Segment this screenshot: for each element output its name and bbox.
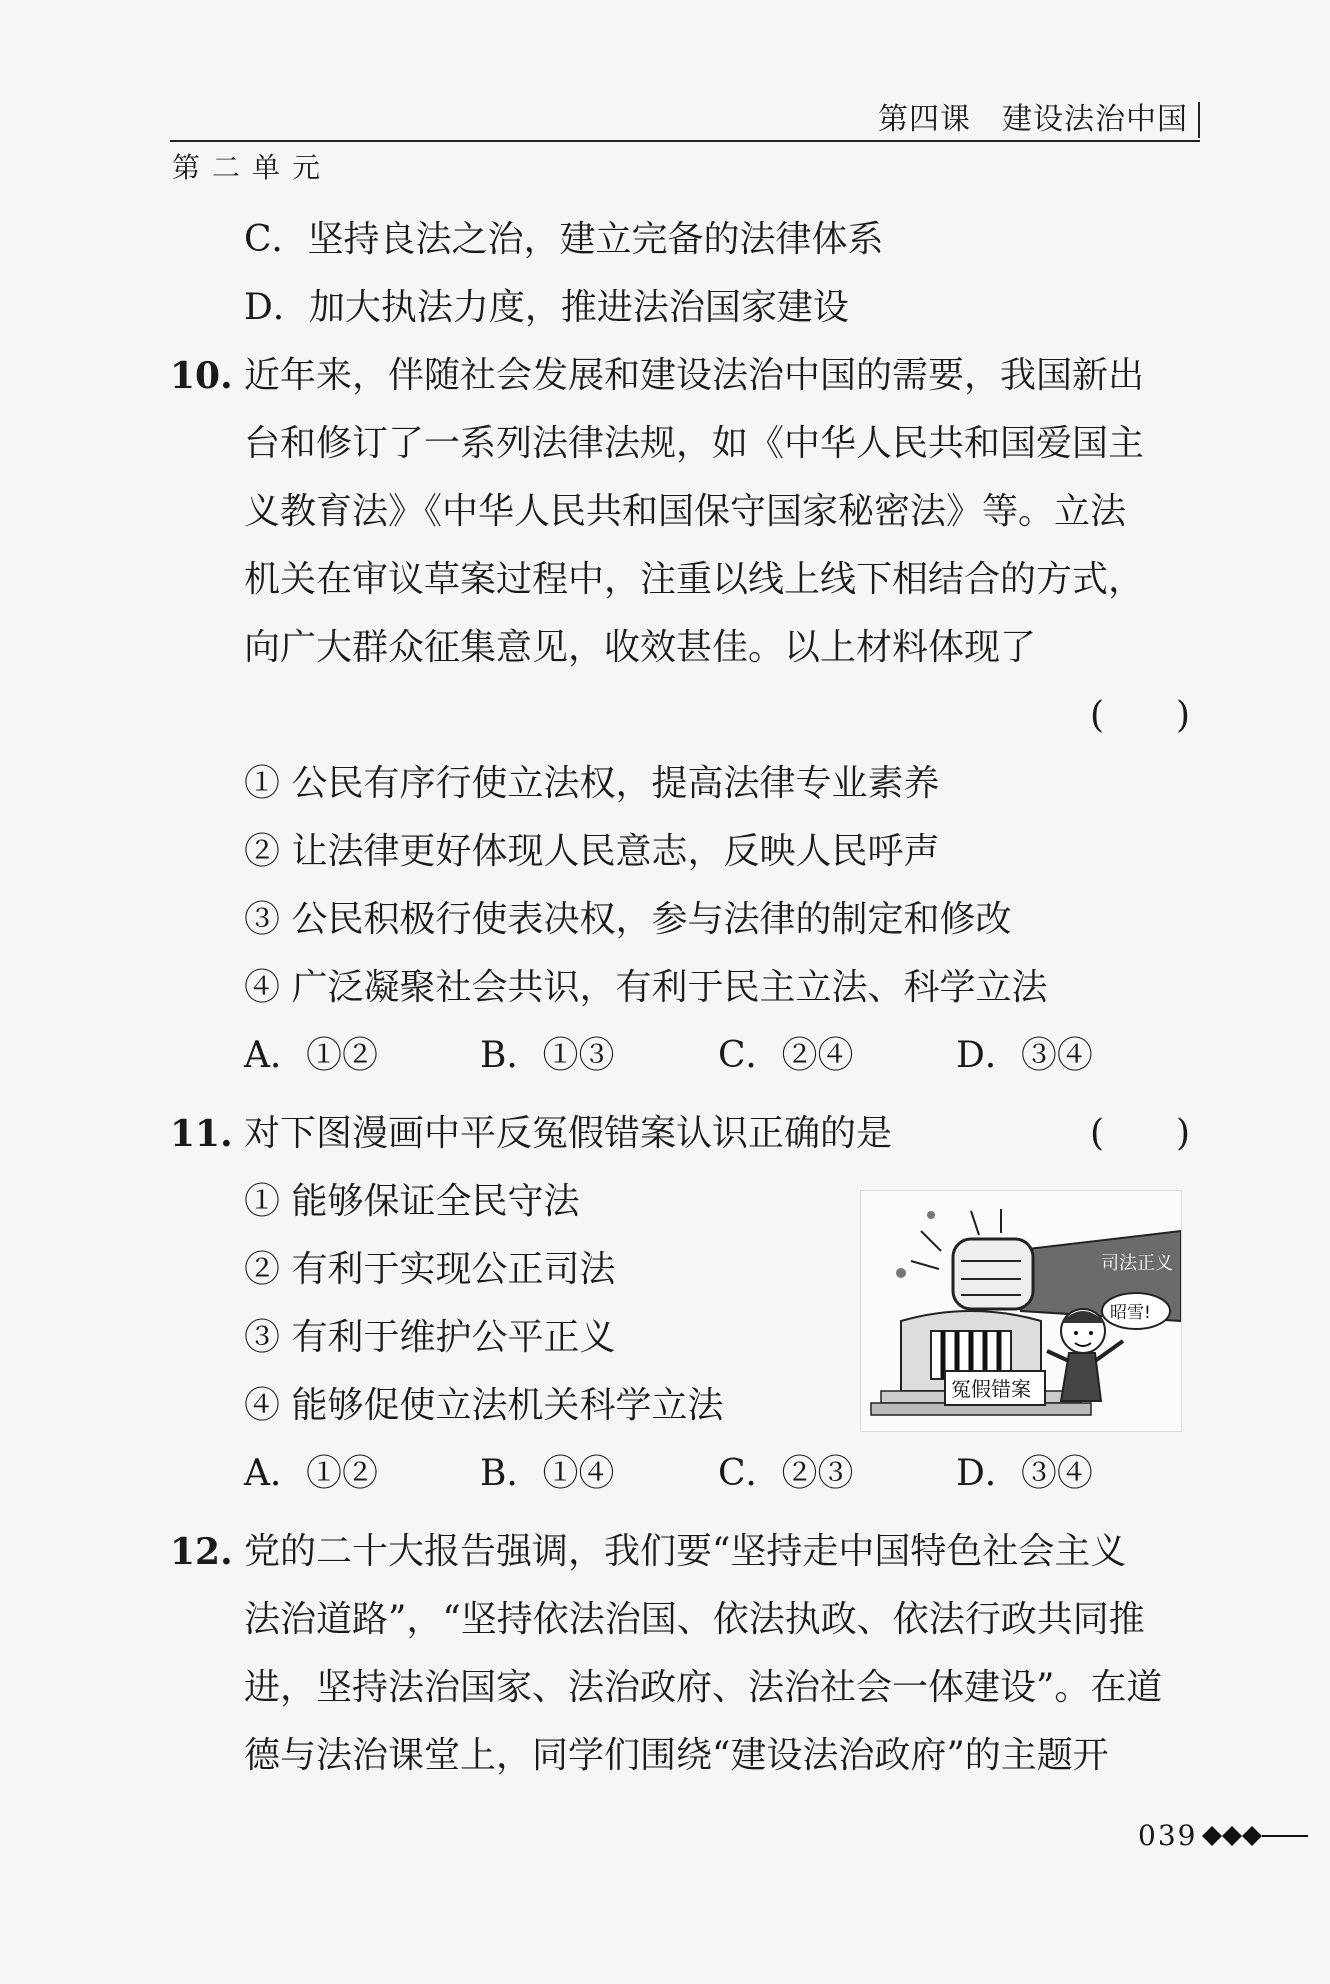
- q10-item: ② 让法律更好体现人民意志，反映人民呼声: [244, 831, 940, 872]
- q10-stem-line: 义教育法》《中华人民共和国保守国家秘密法》等。立法: [244, 491, 1127, 532]
- q10-choice-a: A．①②: [244, 1035, 378, 1076]
- lesson-header: 第四课 建设法治中国: [878, 102, 1200, 138]
- q11-choice-a: A．①②: [244, 1453, 378, 1494]
- q10-item: ① 公民有序行使立法权，提高法律专业素养: [244, 763, 940, 804]
- q10-answer-blank: ( ): [1090, 695, 1191, 736]
- q9-option-d: D．加大执法力度，推进法治国家建设: [244, 287, 849, 328]
- q12-stem-line: 法治道路”，“坚持依法治国、依法执政、依法行政共同推: [244, 1599, 1145, 1640]
- q10-choice-c: C．②④: [718, 1035, 854, 1076]
- cartoon-sleeve-text: 司法正义: [1101, 1253, 1173, 1274]
- q11-stem: 对下图漫画中平反冤假错案认识正确的是: [244, 1113, 893, 1154]
- diamond-ornament-icon: [1200, 1822, 1310, 1850]
- q10-stem-line: 向广大群众征集意见，收效甚佳。以上材料体现了: [244, 627, 1037, 668]
- q11-choice-c: C．②③: [718, 1453, 854, 1494]
- q10-item: ④ 广泛凝聚社会共识，有利于民主立法、科学立法: [244, 967, 1048, 1008]
- q11-choice-b: B．①④: [480, 1453, 615, 1494]
- q10-item: ③ 公民积极行使表决权，参与法律的制定和修改: [244, 899, 1012, 940]
- q11-item: ④ 能够促使立法机关科学立法: [244, 1385, 724, 1426]
- q10-stem-line: 台和修订了一系列法律法规，如《中华人民共和国爱国主: [244, 423, 1145, 464]
- cartoon-illustration: [860, 1190, 1182, 1432]
- page-number: 039: [1138, 1819, 1198, 1852]
- cartoon-bubble-text: 昭雪!: [1110, 1303, 1151, 1323]
- q12-stem-line: 进，坚持法治国家、法治政府、法治社会一体建设”。在道: [244, 1667, 1163, 1708]
- q9-option-c: C．坚持良法之治，建立完备的法律体系: [244, 219, 884, 260]
- q10-choice-d: D．③④: [956, 1035, 1093, 1076]
- cartoon-drawing: [861, 1191, 1181, 1431]
- unit-header: 第二单元: [172, 151, 333, 184]
- q11-item: ③ 有利于维护公平正义: [244, 1317, 616, 1358]
- q10-stem-line: 近年来，伴随社会发展和建设法治中国的需要，我国新出: [244, 355, 1145, 396]
- header-rule: [170, 140, 1200, 142]
- cartoon-sign-text: 冤假错案: [951, 1377, 1031, 1401]
- q11-item: ① 能够保证全民守法: [244, 1181, 580, 1222]
- q11-choice-d: D．③④: [956, 1453, 1093, 1494]
- q10-stem-line: 机关在审议草案过程中，注重以线上线下相结合的方式，: [244, 559, 1145, 600]
- q12-stem-line: 党的二十大报告强调，我们要“坚持走中国特色社会主义: [244, 1531, 1127, 1572]
- q11-answer-blank: ( ): [1090, 1113, 1191, 1154]
- q10-choice-b: B．①③: [480, 1035, 615, 1076]
- q11-number: 11.: [170, 1113, 233, 1155]
- q12-stem-line: 德与法治课堂上，同学们围绕“建设法治政府”的主题开: [244, 1735, 1109, 1776]
- q11-item: ② 有利于实现公正司法: [244, 1249, 616, 1290]
- q10-number: 10.: [170, 355, 233, 397]
- q12-number: 12.: [170, 1531, 233, 1573]
